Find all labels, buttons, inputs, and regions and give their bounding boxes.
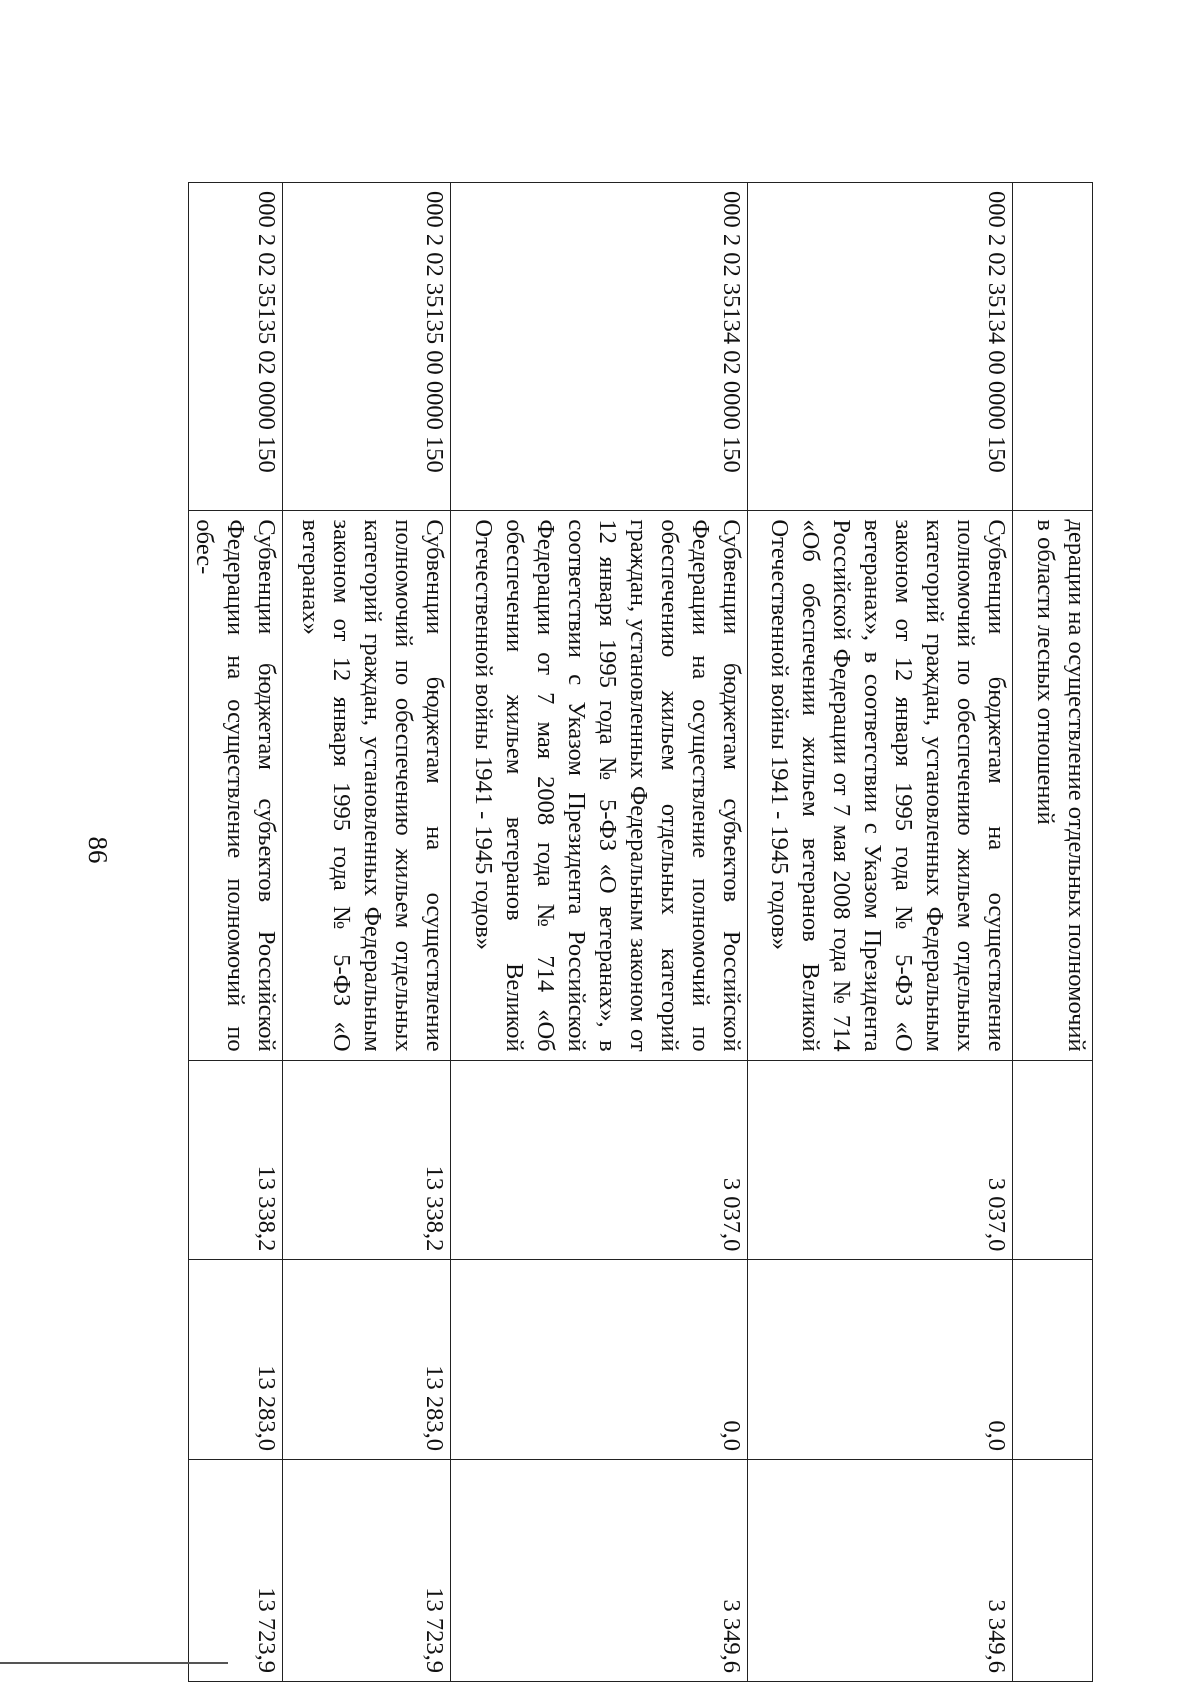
table-container — [191, 182, 1093, 1682]
description-cell: Субвенции бюджетам субъектов Российской Федерации на осуществление полномочий по обес- — [189, 511, 283, 1060]
value-cell-3: 3 349,6 — [451, 1460, 748, 1682]
table-row — [451, 183, 748, 1682]
value-cell-3: 3 349,6 — [748, 1460, 1013, 1682]
code-cell: 000 2 02 35134 00 0000 150 — [748, 183, 1013, 511]
value-cell-2 — [1013, 1260, 1093, 1460]
value-cell-1: 13 338,2 — [283, 1060, 451, 1260]
table-row — [1013, 183, 1093, 1682]
code-cell: 000 2 02 35135 02 0000 150 — [189, 183, 283, 511]
code-cell — [1013, 183, 1093, 511]
page-number: 86 — [83, 836, 113, 864]
table-row — [283, 183, 451, 1682]
description-cell: Субвенции бюджетам на осуществление полномочий по обеспечению жильем отдельных категорий граждан, установленных Федеральным законом от 12 января 1995 года № 5-ФЗ «О ветеранах» — [283, 511, 451, 1060]
code-cell: 000 2 02 35134 02 0000 150 — [451, 183, 748, 511]
description-cell: дерации на осуществление отдельных полномочий в области лесных отношений — [1013, 511, 1093, 1060]
value-cell-1: 13 338,2 — [189, 1060, 283, 1260]
value-cell-2: 0,0 — [451, 1260, 748, 1460]
scan-artifact-line — [0, 1662, 228, 1664]
value-cell-1: 3 037,0 — [451, 1060, 748, 1260]
value-cell-3: 13 723,9 — [189, 1460, 283, 1682]
value-cell-1: 3 037,0 — [748, 1060, 1013, 1260]
code-cell: 000 2 02 35135 00 0000 150 — [283, 183, 451, 511]
value-cell-3: 13 723,9 — [283, 1460, 451, 1682]
table-row — [748, 183, 1013, 1682]
description-cell: Субвенции бюджетам субъектов Российской Федерации на осуществление полномочий по обеспечению жильем отдельных категорий граждан, установленных Федеральным законом от 12 января 1995 года № 5-ФЗ «О ветеранах», в соответствии с Указом Президента Российской Федерации от 7 мая 2008 года № 714 «Об обеспечении жильем ветеранов Великой Отечественной войны 1941 - 1945 годов» — [451, 511, 748, 1060]
value-cell-1 — [1013, 1060, 1093, 1260]
budget-table — [188, 182, 1093, 1682]
value-cell-3 — [1013, 1460, 1093, 1682]
description-cell: Субвенции бюджетам на осуществление полномочий по обеспечению жильем отдельных категорий граждан, установленных Федеральным законом от 12 января 1995 года № 5-ФЗ «О ветеранах», в соответствии с Указом Президента Российской Федерации от 7 мая 2008 года № 714 «Об обеспечении жильем ветеранов Великой Отечественной войны 1941 - 1945 годов» — [748, 511, 1013, 1060]
value-cell-2: 13 283,0 — [283, 1260, 451, 1460]
value-cell-2: 13 283,0 — [189, 1260, 283, 1460]
value-cell-2: 0,0 — [748, 1260, 1013, 1460]
table-row — [189, 183, 283, 1682]
